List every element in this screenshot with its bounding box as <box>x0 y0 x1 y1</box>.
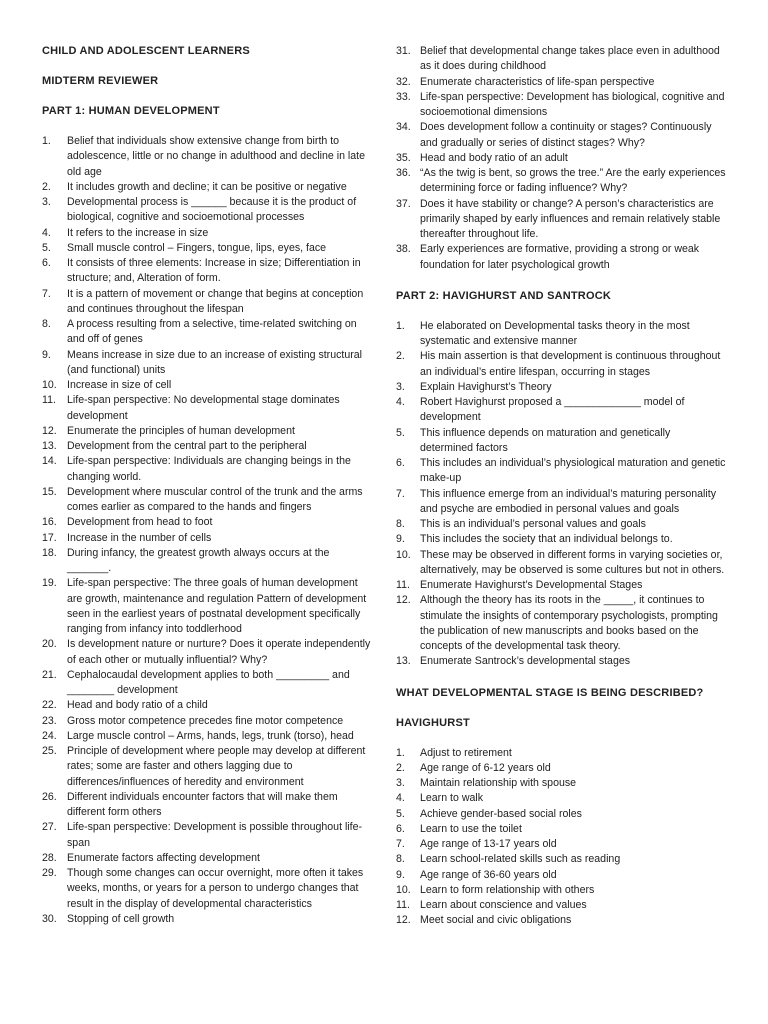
item-text: Maintain relationship with spouse <box>420 777 577 789</box>
item-text: Stopping of cell growth <box>67 912 175 925</box>
list-item <box>42 820 375 851</box>
list-item <box>396 593 726 654</box>
item-number: 32. <box>396 75 411 88</box>
item-number: 13. <box>42 440 57 452</box>
item-text: It includes growth and decline; it can be positive or negative <box>67 180 347 193</box>
list-item <box>396 487 726 518</box>
item-text: Enumerate factors affecting development <box>67 851 260 864</box>
item-text: “As the twig is bent, so grows the tree.” Are the early experiences determining force or fading influence? Why? <box>420 167 726 195</box>
list-item <box>42 485 375 516</box>
item-text: Large muscle control – Arms, hands, legs, trunk (torso), head <box>67 729 354 742</box>
item-text: His main assertion is that development is continuous throughout an individual’s entire lifespan, occurring in stages <box>420 350 721 378</box>
item-text: It refers to the increase in size <box>67 226 209 239</box>
list-item <box>396 913 726 928</box>
list-item <box>42 226 375 241</box>
list-item <box>42 698 375 713</box>
item-number: 1. <box>396 746 405 759</box>
item-number: 16. <box>42 516 57 529</box>
item-number: 26. <box>42 790 57 803</box>
item-number: 24. <box>42 729 57 742</box>
item-text: Gross motor competence precedes fine motor competence <box>67 714 344 727</box>
item-number: 18. <box>42 546 57 559</box>
item-text: Life-span perspective: Development has biological, cognitive and socioemotional dimensions <box>420 90 725 118</box>
item-text: This influence emerge from an individual’s maturing personality and psyche are embodied in personal values and goals <box>420 487 716 515</box>
item-number: 20. <box>42 638 57 651</box>
item-number: 33. <box>396 90 411 103</box>
list-item <box>42 531 375 546</box>
item-number: 17. <box>42 531 57 544</box>
item-number: 12. <box>42 424 57 437</box>
item-text: Increase in size of cell <box>67 379 172 391</box>
item-number: 3. <box>42 196 51 208</box>
item-text: Enumerate the principles of human development <box>67 424 295 437</box>
item-number: 2. <box>396 350 405 363</box>
list-item <box>396 761 726 776</box>
item-text: Developmental process is ______ because it is the product of biological, cognitive and socioemotional processes <box>67 196 357 224</box>
item-number: 5. <box>396 426 405 439</box>
list-item <box>396 242 726 273</box>
item-text: Life-span perspective: The three goals of human development are growth, maintenance and regulation Pattern of development seen in the earliest years of postnatal development specifically ranging from infancy into toddlerhood <box>67 577 367 635</box>
item-number: 1. <box>396 319 405 332</box>
item-text: Development from the central part to the peripheral <box>67 440 307 452</box>
item-number: 7. <box>396 487 405 500</box>
item-text: Learn to use the toilet <box>420 822 522 835</box>
item-text: This is an individual’s personal values and goals <box>420 518 646 530</box>
item-number: 23. <box>42 714 57 727</box>
list-item <box>42 317 375 348</box>
list-item <box>42 287 375 318</box>
item-text: This influence depends on maturation and genetically determined factors <box>420 426 671 454</box>
list-item <box>42 454 375 485</box>
item-text: These may be observed in different forms in varying societies or, alternatively, may be observed is some cultures but not in others. <box>420 548 725 576</box>
item-text: Belief that individuals show extensive change from birth to adolescence, little or no change in adulthood and decline in late old age <box>67 135 366 178</box>
item-text: Small muscle control – Fingers, tongue, lips, eyes, face <box>67 241 327 254</box>
item-text: Learn about conscience and values <box>420 899 587 911</box>
list-item <box>42 546 375 577</box>
list-item <box>42 744 375 790</box>
item-text: Adjust to retirement <box>420 746 512 759</box>
item-number: 38. <box>396 243 411 256</box>
item-text: Is development nature or nurture? Does it operate independently of each other or mutually influential? Why? <box>67 638 371 666</box>
list-item <box>396 395 726 426</box>
list-item <box>396 151 726 166</box>
item-number: 36. <box>396 167 411 179</box>
item-number: 4. <box>42 226 51 239</box>
list-item <box>396 426 726 457</box>
item-text: Different individuals encounter factors that will make them different form others <box>67 790 338 818</box>
list-item <box>396 90 726 121</box>
item-text: Although the theory has its roots in the _____, it continues to stimulate the insights of contemporary psychologists, prompting the publication of new manuscripts and books based on the concepts of the developmental task theory. <box>420 594 718 652</box>
item-text: Life-span perspective: Development is possible throughout life-span <box>67 821 363 849</box>
list-item <box>396 120 726 151</box>
list-item <box>42 180 375 195</box>
item-text: It is a pattern of movement or change that begins at conception and continues throughout the lifespan <box>67 287 364 315</box>
item-number: 8. <box>42 318 51 330</box>
item-text: Learn to form relationship with others <box>420 883 595 896</box>
item-number: 25. <box>42 745 57 757</box>
item-number: 14. <box>42 455 57 468</box>
list-item <box>42 241 375 256</box>
item-text: He elaborated on Developmental tasks theory in the most systematic and extensive manner <box>420 319 690 347</box>
item-number: 5. <box>396 807 405 820</box>
part1-heading: PART 1: HUMAN DEVELOPMENT <box>42 105 220 117</box>
item-text: Does it have stability or change? A person’s characteristics are primarily shaped by early influences and remain relatively stable thereafter throughout life. <box>420 197 721 240</box>
item-number: 22. <box>42 699 57 712</box>
item-text: Learn to walk <box>420 792 484 805</box>
item-number: 8. <box>396 518 405 530</box>
list-item <box>42 378 375 393</box>
item-number: 10. <box>42 379 57 391</box>
document-title: CHILD AND ADOLESCENT LEARNERS <box>42 45 250 57</box>
item-text: It consists of three elements: Increase in size; Differentiation in structure; and, Alteration of form. <box>67 257 361 285</box>
list-item <box>42 866 375 912</box>
item-number: 3. <box>396 380 405 393</box>
item-text: Learn school-related skills such as reading <box>420 853 621 866</box>
item-number: 9. <box>42 348 51 361</box>
item-text: Belief that developmental change takes place even in adulthood as it does during childhood <box>420 45 720 73</box>
item-number: 31. <box>396 45 411 57</box>
item-text: Cephalocaudal development applies to both _________ and ________ development <box>67 668 350 696</box>
item-number: 9. <box>396 533 405 546</box>
item-number: 6. <box>396 457 405 469</box>
list-item <box>396 868 726 883</box>
left-column <box>42 44 375 927</box>
item-number: 28. <box>42 851 57 864</box>
item-number: 12. <box>396 914 411 927</box>
list-item <box>396 883 726 898</box>
list-item <box>42 851 375 866</box>
item-text: Early experiences are formative, providing a strong or weak foundation for later psychological growth <box>420 243 700 271</box>
list-item <box>396 197 726 243</box>
list-item <box>396 578 726 593</box>
document-subtitle: MIDTERM REVIEWER <box>42 75 159 87</box>
item-text: Head and body ratio of a child <box>67 699 208 712</box>
list-item <box>396 75 726 90</box>
item-number: 10. <box>396 883 411 896</box>
item-number: 6. <box>42 257 51 269</box>
section3-subheading: HAVIGHURST <box>396 716 470 729</box>
item-number: 30. <box>42 912 57 925</box>
item-text: A process resulting from a selective, time-related switching on and off of genes <box>67 318 357 346</box>
item-text: Development from head to foot <box>67 516 213 529</box>
list-item <box>42 729 375 744</box>
item-number: 6. <box>396 822 405 835</box>
item-text: Does development follow a continuity or stages? Continuously and gradually or series of distinct stages? Why? <box>420 121 712 149</box>
item-number: 1. <box>42 135 51 147</box>
item-number: 7. <box>42 287 51 300</box>
item-text: Age range of 36-60 years old <box>420 868 557 881</box>
list-item <box>42 424 375 439</box>
list-item <box>396 898 726 913</box>
list-item <box>396 349 726 380</box>
item-number: 10. <box>396 548 411 561</box>
list-item <box>396 822 726 837</box>
list-item <box>42 195 375 226</box>
item-number: 4. <box>396 396 405 408</box>
part1-list-continued <box>396 44 726 273</box>
list-item <box>42 393 375 424</box>
item-text: Life-span perspective: No developmental stage dominates development <box>67 394 340 422</box>
item-text: Enumerate Havighurst’s Developmental Stages <box>420 579 643 591</box>
item-text: Meet social and civic obligations <box>420 914 572 927</box>
list-item <box>396 837 726 852</box>
item-number: 29. <box>42 867 57 879</box>
item-text: Age range of 13-17 years old <box>420 838 557 850</box>
item-number: 4. <box>396 792 405 805</box>
list-item <box>396 654 726 669</box>
item-number: 2. <box>42 180 51 193</box>
list-item <box>396 166 726 197</box>
item-number: 35. <box>396 151 411 164</box>
list-item <box>396 807 726 822</box>
item-text: Robert Havighurst proposed a _____________ model of development <box>420 396 685 424</box>
item-number: 11. <box>42 394 56 407</box>
list-item <box>396 532 726 547</box>
item-number: 21. <box>42 668 57 681</box>
list-item <box>42 515 375 530</box>
list-item <box>42 576 375 637</box>
item-number: 8. <box>396 853 405 866</box>
item-text: Though some changes can occur overnight, more often it takes weeks, months, or years for a person to undergo changes that result in the display of developmental characteristics <box>67 867 364 910</box>
item-text: This includes an individual’s physiological maturation and genetic make-up <box>420 457 726 485</box>
list-item <box>42 668 375 699</box>
item-text: Enumerate characteristics of life-span perspective <box>420 75 655 88</box>
item-text: Life-span perspective: Individuals are changing beings in the changing world. <box>67 455 351 483</box>
list-item <box>396 852 726 867</box>
part2-heading: PART 2: HAVIGHURST AND SANTROCK <box>396 289 611 302</box>
list-item <box>42 134 375 180</box>
item-text: Principle of development where people may develop at different rates; some are faster and others lagging due to differences/influences of heredity and environment <box>67 745 366 788</box>
item-text: Increase in the number of cells <box>67 531 212 544</box>
list-item <box>42 912 375 927</box>
item-number: 7. <box>396 838 405 850</box>
item-number: 37. <box>396 197 411 210</box>
section3-heading: WHAT DEVELOPMENTAL STAGE IS BEING DESCRIBED? <box>396 686 704 699</box>
item-number: 19. <box>42 577 57 590</box>
item-number: 13. <box>396 655 411 668</box>
item-number: 12. <box>396 594 411 607</box>
item-number: 15. <box>42 485 57 498</box>
list-item <box>396 456 726 487</box>
list-item <box>42 790 375 821</box>
item-number: 9. <box>396 868 405 881</box>
item-text: Means increase in size due to an increase of existing structural (and functional) units <box>67 348 363 376</box>
item-text: Head and body ratio of an adult <box>420 151 568 164</box>
item-text: Enumerate Santrock’s developmental stages <box>420 655 631 668</box>
list-item <box>396 44 726 75</box>
list-item <box>42 439 375 454</box>
list-item <box>396 517 726 532</box>
list-item <box>42 348 375 379</box>
item-number: 5. <box>42 241 51 254</box>
item-number: 3. <box>396 777 405 789</box>
list-item <box>42 256 375 287</box>
list-item <box>396 746 726 761</box>
list-item <box>42 637 375 668</box>
list-item <box>396 380 726 395</box>
list-item <box>396 319 726 350</box>
item-number: 2. <box>396 761 405 774</box>
item-number: 11. <box>396 579 410 591</box>
item-text: This includes the society that an individual belongs to. <box>420 533 673 546</box>
item-text: During infancy, the greatest growth always occurs at the _______. <box>67 546 330 574</box>
item-text: Age range of 6-12 years old <box>420 761 551 774</box>
list-item <box>42 714 375 729</box>
item-text: Explain Havighurst’s Theory <box>420 380 552 393</box>
part1-list <box>42 134 375 927</box>
list-item <box>396 776 726 791</box>
part2-list <box>396 319 726 670</box>
havighurst-stage-list <box>396 746 726 929</box>
item-text: Development where muscular control of the trunk and the arms comes earlier as compared to the hands and fingers <box>67 485 363 513</box>
item-number: 34. <box>396 121 411 134</box>
item-number: 27. <box>42 821 57 834</box>
item-text: Achieve gender-based social roles <box>420 807 582 820</box>
right-column <box>396 44 726 929</box>
item-number: 11. <box>396 899 410 911</box>
list-item <box>396 548 726 579</box>
list-item <box>396 791 726 806</box>
